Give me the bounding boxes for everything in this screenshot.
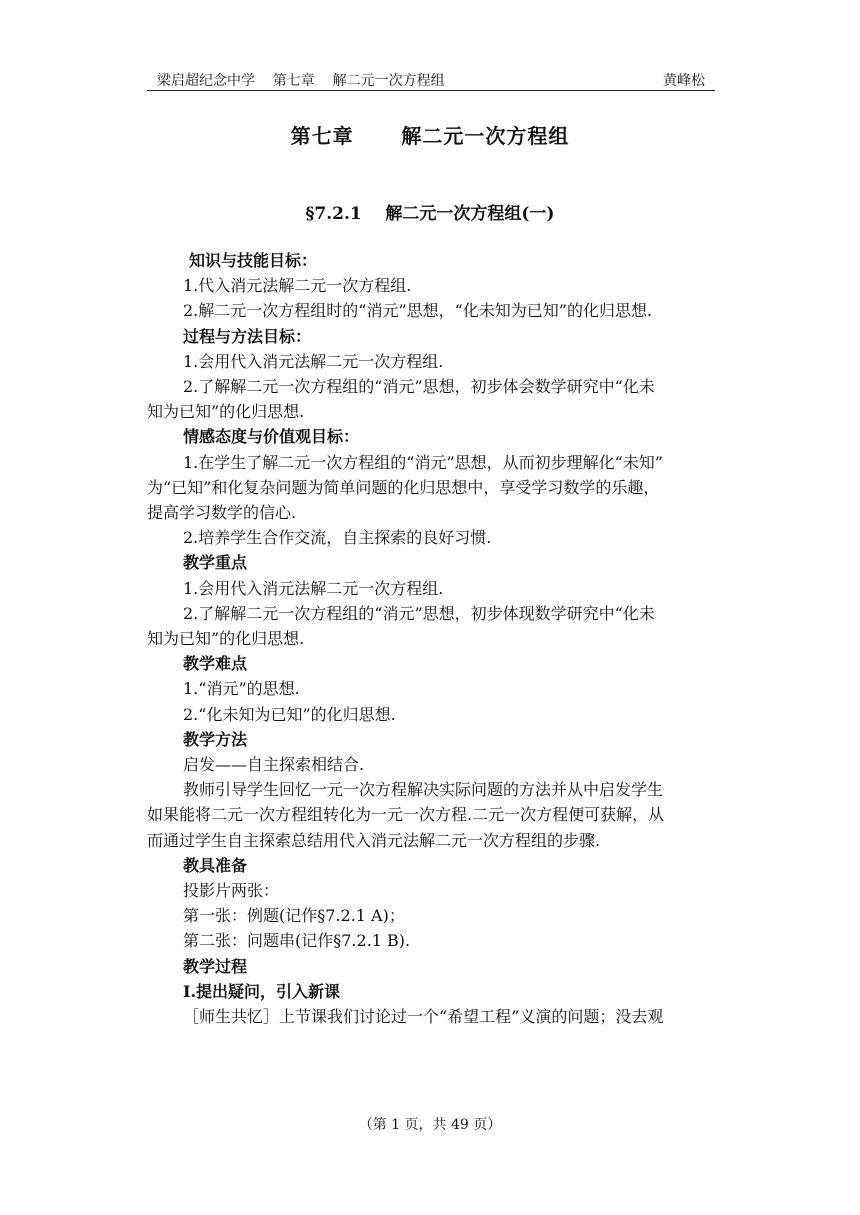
paragraph-line: 知为已知”的化归思想. — [147, 629, 305, 649]
chapter-title: 第七章 解二元一次方程组 — [290, 124, 570, 148]
paragraph-line: 而通过学生自主探索总结用代入消元法解二元一次方程组的步骤. — [147, 830, 601, 850]
paragraph-line: ［师生共忆］上节课我们讨论过一个“希望工程”义演的问题；没去观 — [183, 1007, 664, 1027]
paragraph-line: 2.了解解二元一次方程组的“消元”思想，初步体会数学研究中“化未 — [183, 377, 655, 397]
heading-teaching-focus: 教学重点 — [183, 553, 248, 573]
paragraph-line: 启发——自主探索相结合. — [183, 755, 365, 775]
document-body — [147, 248, 717, 1029]
paragraph-line: 2.“化未知为已知”的化归思想. — [183, 704, 396, 724]
heading-knowledge-skill-goals: 知识与技能目标： — [189, 251, 318, 270]
paragraph-line: 提高学习数学的信心. — [147, 503, 297, 523]
paragraph-line: 1.“消元”的思想. — [183, 679, 300, 699]
heading-teaching-method: 教学方法 — [183, 729, 248, 749]
heading-teaching-process: 教学过程 — [183, 956, 248, 976]
paragraph-line: 教师引导学生回忆一元一次方程解决实际问题的方法并从中启发学生 — [183, 780, 664, 800]
paragraph-line: 2.培养学生合作交流，自主探索的良好习惯. — [183, 528, 492, 548]
paragraph-line: 1.在学生了解二元一次方程组的“消元”思想，从而初步理解化“未知” — [183, 452, 663, 472]
paragraph-line: 如果能将二元一次方程组转化为一元一次方程.二元一次方程便可获解，从 — [147, 805, 665, 825]
header-school-chapter: 梁启超纪念中学 第七章 解二元一次方程组 — [157, 73, 445, 89]
paragraph-line: 1.会用代入消元法解二元一次方程组. — [183, 351, 444, 371]
heading-attitude-value-goals: 情感态度与价值观目标： — [183, 427, 360, 447]
page-header — [147, 64, 715, 91]
paragraph-line: 知为已知”的化归思想. — [147, 402, 305, 422]
header-author: 黄峰松 — [663, 73, 705, 89]
paragraph-line: 为“已知”和化复杂问题为简单问题的化归思想中，享受学习数学的乐趣， — [147, 477, 660, 497]
heading-teaching-difficulty: 教学难点 — [183, 654, 248, 674]
paragraph-line: 投影片两张： — [183, 881, 280, 901]
paragraph-line: 第二张：问题串(记作§7.2.1 B). — [183, 931, 411, 951]
page-footer: （第 1 页，共 49 页） — [358, 1117, 502, 1133]
paragraph-line: 第一张：例题(记作§7.2.1 A)； — [183, 906, 405, 926]
paragraph-line: 2.了解解二元一次方程组的“消元”思想，初步体现数学研究中“化未 — [183, 603, 655, 623]
section-title: §7.2.1 解二元一次方程组(一) — [305, 204, 555, 224]
heading-process-method-goals: 过程与方法目标： — [183, 326, 312, 346]
paragraph-line: 1.代入消元法解二元一次方程组. — [183, 276, 412, 296]
heading-step-one: Ⅰ.提出疑问，引入新课 — [183, 981, 341, 1001]
paragraph-line: 2.解二元一次方程组时的“消元”思想，“化未知为已知”的化归思想. — [183, 301, 653, 321]
paragraph-line: 1.会用代入消元法解二元一次方程组. — [183, 578, 444, 598]
heading-teaching-aids: 教具准备 — [183, 855, 248, 875]
